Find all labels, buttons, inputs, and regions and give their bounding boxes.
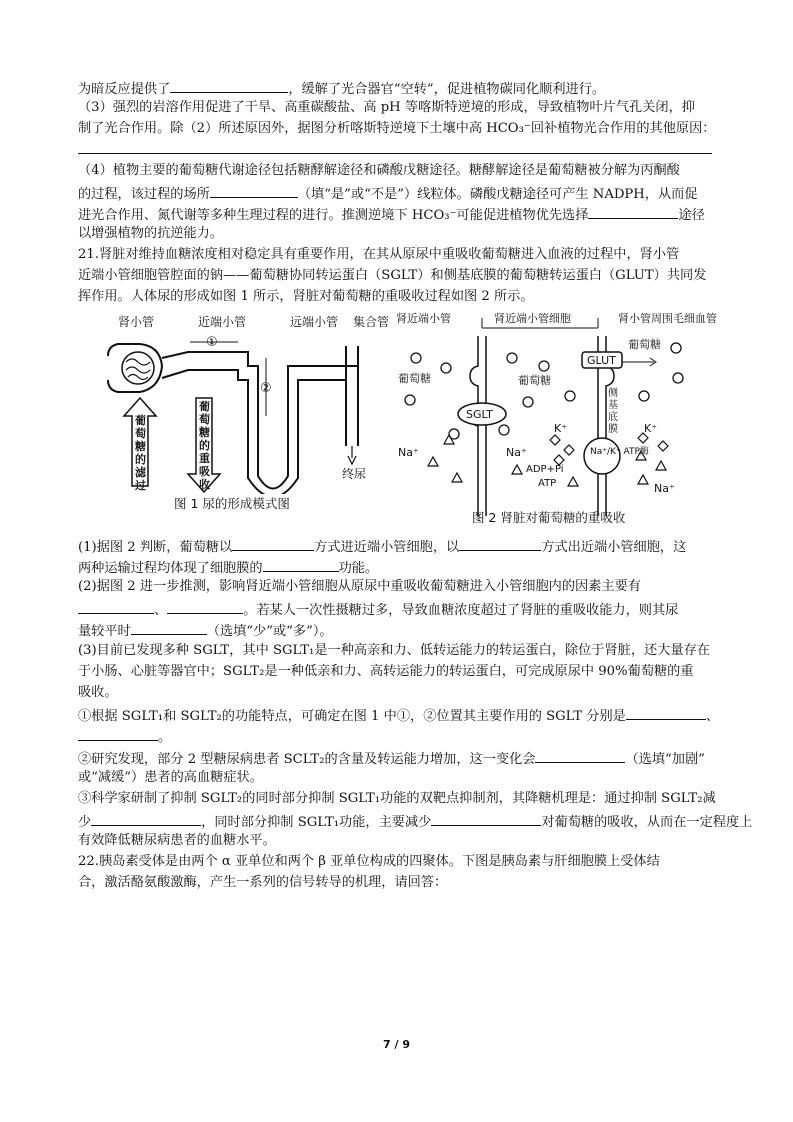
label-glucose-blood: 葡萄糖 (628, 338, 661, 351)
answer-blank[interactable] (91, 812, 201, 826)
marker-1: ① (206, 335, 218, 350)
figure-1-caption: 图 1 尿的形成模式图 (174, 496, 290, 511)
text-line: (2)据图 2 进一步推测，影响肾近端小管细胞从原尿中重吸收葡萄糖进入小管细胞内的因素主要有 (78, 579, 641, 594)
label-na-lumen: Na⁺ (398, 446, 419, 459)
svg-text:萄: 萄 (199, 413, 210, 426)
svg-text:重: 重 (199, 452, 210, 465)
label-distal-tubule: 远端小管 (290, 315, 339, 329)
svg-text:糖: 糖 (199, 426, 210, 439)
tubule-outer (162, 346, 358, 489)
text-line: 以增强植物的抗逆能力。 (78, 226, 224, 241)
apical-membrane (470, 336, 478, 516)
label-na-blood: Na⁺ (654, 482, 675, 495)
svg-text:糖: 糖 (135, 440, 146, 453)
text-line: （3）强烈的岩溶作用促进了干旱、高重碳酸盐、高 pH 等喀斯特逆境的形成，导致植物叶片气孔关闭，抑 (78, 100, 695, 115)
page-number: 7 / 9 (383, 1038, 410, 1051)
svg-text:基: 基 (608, 400, 618, 411)
text-line: 挥作用。人体尿的形成如图 1 所示，肾脏对葡萄糖的重吸收过程如图 2 所示。 (78, 289, 534, 304)
label-k-cell: K⁺ (554, 422, 568, 435)
svg-text:葡: 葡 (199, 400, 210, 413)
figure-2-caption: 图 2 肾脏对葡萄糖的重吸收 (472, 510, 626, 525)
answer-blank[interactable] (78, 727, 158, 741)
text-line: ①根据 SGLT₁和 SGLT₂的功能特点，可确定在图 1 中①，②位置其主要作用的 SGLT 分别是 、 (78, 706, 719, 725)
answer-blank[interactable] (170, 79, 288, 93)
label-final-urine: 终尿 (342, 467, 367, 481)
lateral-membrane-label (608, 386, 618, 435)
glucose-molecules (405, 343, 683, 439)
text-line: 近端小管细胞管腔面的钠——葡萄糖协同转运蛋白（SGLT）和侧基底膜的葡萄糖转运蛋白（GLUT）共同发 (78, 268, 707, 283)
figure-2-glucose-reabsorption (396, 311, 717, 525)
svg-text:的: 的 (135, 453, 146, 466)
text-line: 有效降低糖尿病患者的血糖水平。 (78, 833, 276, 848)
label-glucose-cell: 葡萄糖 (518, 374, 551, 387)
answer-blank[interactable] (167, 600, 243, 614)
sglt-label: SGLT (466, 408, 493, 421)
svg-text:过: 过 (135, 479, 146, 492)
answer-blank[interactable] (626, 706, 706, 720)
text-line: (3)目前已发现多种 SGLT，其中 SGLT₁是一种高亲和力、低转运能力的转运蛋白，除位于肾脏，还大量存在 (78, 643, 710, 658)
text-line: 、 。若某人一次性摄糖过多，导致血糖浓度超过了肾脏的重吸收能力，则其尿 (78, 600, 678, 619)
label-collecting-duct: 集合管 (353, 315, 390, 329)
svg-text:萄: 萄 (135, 427, 146, 440)
answer-blank[interactable] (263, 558, 339, 572)
glut-label: GLUT (587, 354, 616, 367)
text-line: 的过程，该过程的场所 （填“是”或“不是”）线粒体。磷酸戊糖途径可产生 NADPH，从而促 (78, 184, 698, 203)
question-22-stem: 22.胰岛素受体是由两个 α 亚单位和两个 β 亚单位构成的四聚体。下图是胰岛素与肝细胞膜上受体结 (78, 854, 660, 869)
label-renal-tubule: 肾小管 (118, 315, 155, 329)
svg-text:侧: 侧 (608, 388, 618, 399)
answer-blank[interactable] (588, 205, 678, 219)
svg-text:膜: 膜 (608, 424, 618, 435)
text-line: ②研究发现，部分 2 型糖尿病患者 SCLT₂的含量及转运能力增加，这一变化会 （选填“加剧” (78, 749, 705, 768)
label-capillary: 肾小管周围毛细血管 (618, 312, 717, 325)
glomerulus-icon (122, 352, 154, 384)
answer-blank[interactable] (431, 812, 541, 826)
text-line: 。 (78, 727, 171, 746)
marker-2: ② (260, 381, 272, 396)
text-line: ③科学家研制了抑制 SGLT₂的同时部分抑制 SGLT₁功能的双靶点抑制剂，其降糖机理是：通过抑制 SGLT₂减 (78, 791, 716, 806)
text-line: 或“减缓”）患者的高血糖症状。 (78, 770, 263, 785)
label-adp-pi: ADP+Pi (526, 464, 564, 475)
label-lumen: 肾近端小管 (396, 312, 451, 325)
text-line: 进光合作用、氮代谢等多种生理过程的进行。推测逆境下 HCO₃⁻可能促进植物优先选择 途径 (78, 205, 705, 224)
svg-text:葡: 葡 (135, 414, 146, 427)
text-line: 为暗反应提供了 ，缓解了光合器官“空转”，促进植物碳同化顺利进行。 (78, 79, 605, 98)
text-line: 吸收。 (78, 685, 118, 700)
label-proximal-tubule: 近端小管 (198, 315, 247, 329)
text-line: 于小肠、心脏等器官中；SGLT₂是一种低亲和力、高转运能力的转运蛋白，可完成原尿中 90%葡萄糖的重 (78, 664, 694, 679)
label-k-blood: K⁺ (644, 422, 658, 435)
label-cell: 肾近端小管细胞 (494, 312, 571, 325)
text-line (78, 140, 712, 159)
text-line: （4）植物主要的葡萄糖代谢途径包括糖酵解途径和磷酸戊糖途径。糖酵解途径是葡萄糖被分解为丙酮酸 (78, 163, 680, 178)
svg-text:底: 底 (608, 412, 618, 423)
figure-pair (98, 306, 717, 536)
text-line: 少 ，同时部分抑制 SGLT₁功能，主要减少 对葡萄糖的吸收，从而在一定程度上 (78, 812, 752, 831)
text-line: 合，激活酪氨酸激酶，产生一系列的信号转导的机理，请回答： (78, 875, 448, 890)
answer-blank[interactable] (78, 140, 712, 154)
kidney-figures (98, 306, 717, 536)
label-atp: ATP (538, 478, 557, 489)
text-line: 量较平时 （选填“少”或“多”）。 (78, 621, 333, 640)
answer-blank[interactable] (78, 600, 154, 614)
svg-text:的: 的 (199, 439, 210, 452)
label-glucose-lumen: 葡萄糖 (398, 372, 431, 385)
answer-blank[interactable] (535, 749, 625, 763)
answer-blank[interactable] (459, 537, 541, 551)
text-line: 两种运输过程均体现了细胞膜的 功能。 (78, 558, 378, 577)
label-na-cell: Na⁺ (506, 446, 527, 459)
answer-blank[interactable] (210, 184, 298, 198)
text-line: 制了光合作用。除（2）所述原因外，据图分析喀斯特逆境下土壤中高 HCO₃⁻回补植物光合作用的其他原因： (78, 121, 716, 136)
filtration-label (134, 413, 147, 492)
svg-text:吸: 吸 (199, 465, 210, 478)
text-line: (1)据图 2 判断，葡萄糖以 方式进近端小管细胞，以 方式出近端小管细胞，这 (78, 537, 686, 556)
answer-blank[interactable] (131, 621, 207, 635)
svg-text:滤: 滤 (135, 466, 146, 479)
svg-text:收: 收 (199, 478, 210, 491)
question-21-stem: 21.肾脏对维持血糖浓度相对稳定具有重要作用，在其从原尿中重吸收葡萄糖进入血液的过程中，肾小管 (78, 247, 680, 262)
reabsorption-label (199, 399, 210, 491)
atpase-label: Na⁺/K⁺ ATP酶 (590, 447, 649, 457)
figure-1-urine-formation (108, 314, 389, 512)
answer-blank[interactable] (232, 537, 314, 551)
collecting-duct (346, 346, 358, 446)
